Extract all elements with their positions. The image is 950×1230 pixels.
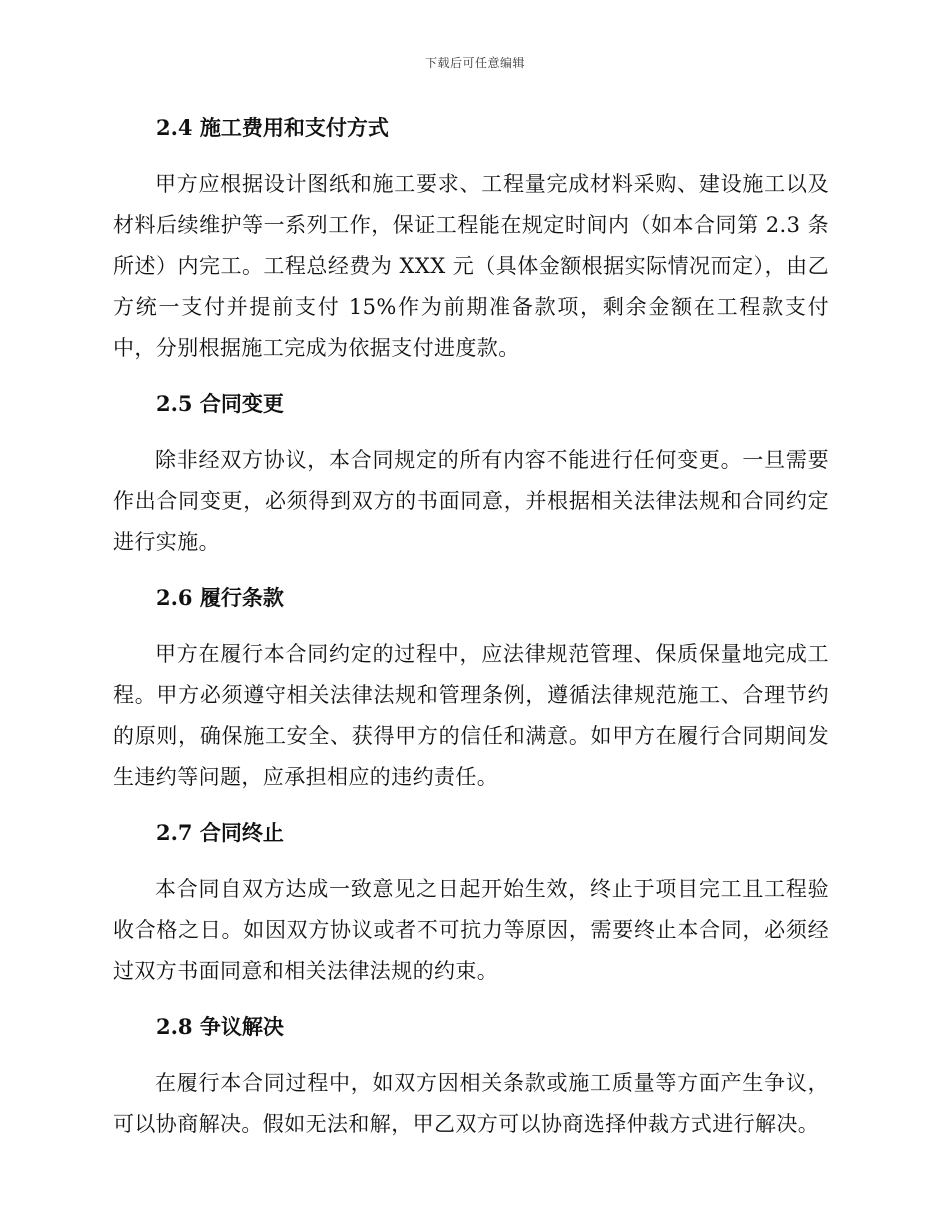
section-2-4	[113, 110, 829, 386]
section-paragraph: 本合同自双方达成一致意见之日起开始生效，终止于项目完工且工程验收合格之日。如因双方协议或者不可抗力等原因，需要终止本合同，必须经过双方书面同意和相关法律法规的约束。	[113, 877, 829, 983]
section-2-6	[113, 580, 829, 815]
section-paragraph: 在履行本合同过程中，如双方因相关条款或施工质量等方面产生争议，可以协商解决。假如无法和解，甲乙双方可以协商选择仲裁方式进行解决。	[113, 1071, 829, 1136]
section-paragraph: 甲方在履行本合同约定的过程中，应法律规范管理、保质保量地完成工程。甲方必须遵守相关法律法规和管理条例，遵循法律规范施工、合理节约的原则，确保施工安全、获得甲方的信任和满意。如甲方在履行合同期间发生违约等问题，应承担相应的违约责任。	[113, 642, 829, 789]
section-heading: 2.6 履行条款	[156, 585, 284, 610]
document-body	[113, 110, 829, 1145]
section-2-7	[113, 815, 829, 1009]
section-paragraph: 除非经双方协议，本合同规定的所有内容不能进行任何变更。一旦需要作出合同变更，必须得到双方的书面同意，并根据相关法律法规和合同约定进行实施。	[113, 448, 829, 554]
section-2-5	[113, 386, 829, 580]
page-header: 下载后可任意编辑	[424, 56, 525, 70]
section-heading: 2.5 合同变更	[156, 391, 284, 416]
section-2-8	[113, 1009, 829, 1145]
section-heading: 2.7 合同终止	[156, 820, 284, 845]
section-heading: 2.4 施工费用和支付方式	[156, 115, 389, 140]
section-paragraph: 甲方应根据设计图纸和施工要求、工程量完成材料采购、建设施工以及材料后续维护等一系列工作，保证工程能在规定时间内（如本合同第 2.3 条所述）内完工。工程总经费为 XXX 元（具体金额根据实际情况而定），由乙方统一支付并提前支付 15%作为前期准备款项，剩余金额在工程款支付中，分别根据施工完成为依据支付进度款。	[113, 172, 829, 360]
section-heading: 2.8 争议解决	[156, 1014, 284, 1039]
